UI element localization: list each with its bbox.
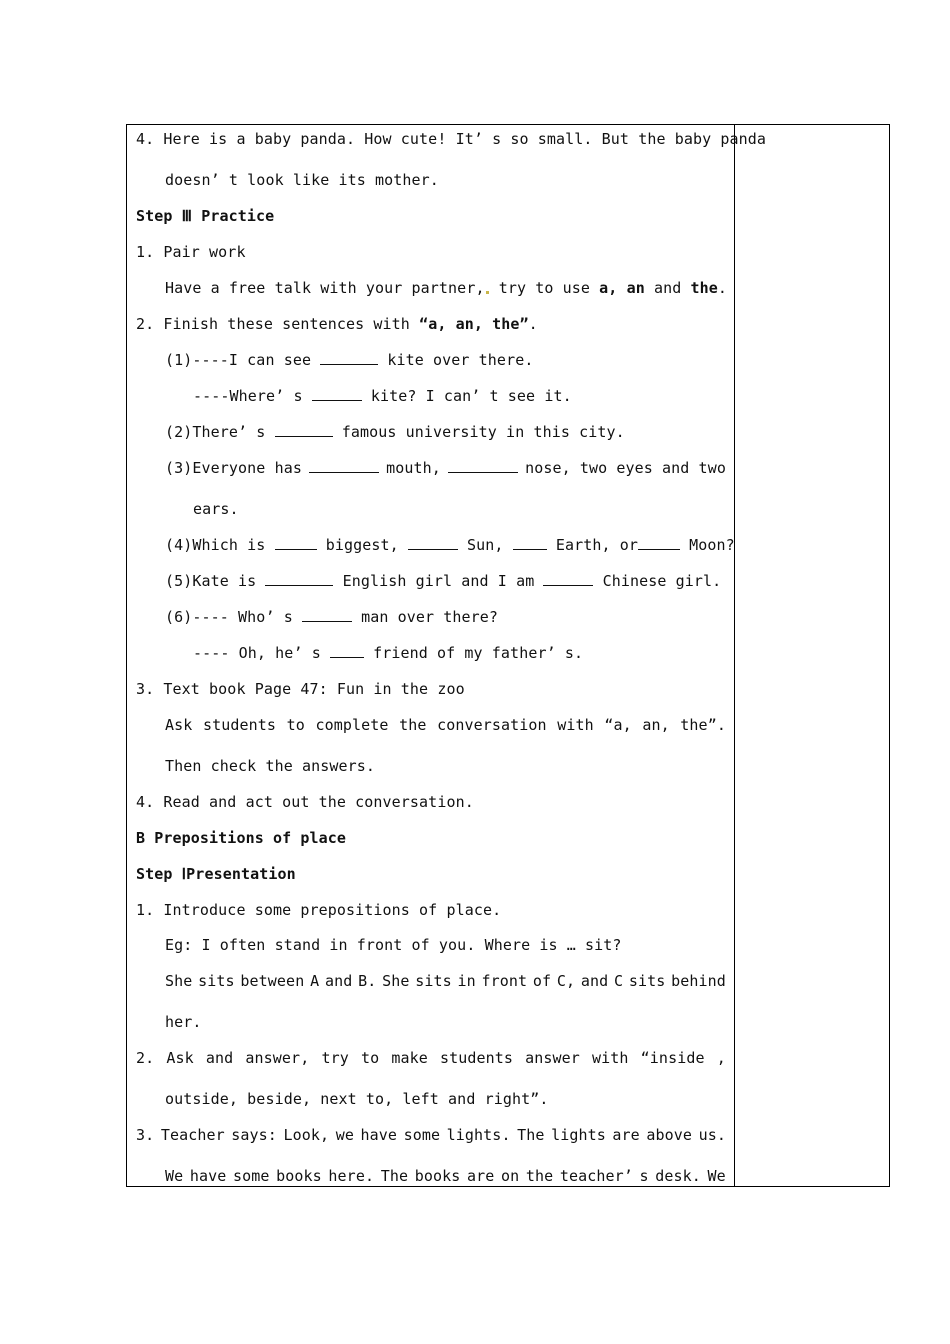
word: and	[205, 1049, 234, 1067]
word: ,	[716, 1049, 726, 1067]
text-span: mouth,	[386, 459, 441, 477]
word: above	[646, 1126, 693, 1144]
edit-mark	[486, 291, 489, 294]
text-line: outside, beside, next to, left and right”.	[165, 1090, 549, 1108]
text-line: 4. Read and act out the conversation.	[136, 793, 474, 811]
word: of	[532, 972, 552, 990]
word: students	[439, 1049, 514, 1067]
word: says:	[231, 1126, 277, 1144]
word: Teacher	[160, 1126, 225, 1144]
answer-blank	[513, 535, 547, 550]
word: to	[360, 1049, 380, 1067]
word: 3.	[136, 1126, 155, 1144]
answer-blank	[302, 607, 352, 622]
word: sits	[628, 972, 666, 990]
word: have	[360, 1126, 398, 1144]
word: C	[614, 972, 624, 990]
section-heading: Step ⅠPresentation	[136, 865, 296, 883]
answer-blank	[408, 535, 458, 550]
word: students	[202, 716, 277, 734]
word: books	[414, 1167, 461, 1185]
text-line: doesn’ t look like its mother.	[165, 171, 439, 189]
word: and	[580, 972, 609, 990]
exercise-line	[193, 386, 572, 406]
text-span: and	[644, 279, 691, 297]
word: have	[189, 1167, 227, 1185]
word: A	[310, 972, 320, 990]
word: Ask	[166, 1049, 194, 1067]
word: sits	[198, 972, 235, 990]
text-line: 1. Introduce some prepositions of place.	[136, 901, 502, 919]
text-span: kite? I can’ t see it.	[361, 387, 572, 405]
exercise-line	[165, 458, 726, 478]
word: are	[612, 1126, 640, 1144]
word: She	[165, 972, 193, 990]
word: the	[525, 1167, 554, 1185]
text-span: (5)Kate is	[165, 572, 266, 590]
word: We	[165, 1167, 184, 1185]
text-line: 4. Here is a baby panda. How cute! It’ s so small. But the baby panda	[136, 130, 767, 148]
justified-line	[136, 1048, 726, 1068]
word: an,	[642, 716, 670, 734]
text-line	[165, 278, 727, 298]
word: front	[481, 972, 528, 990]
exercise-line	[165, 422, 625, 442]
word: Ask	[165, 716, 193, 734]
word: The	[517, 1126, 545, 1144]
text-span: (1)----I can see	[165, 351, 321, 369]
text-span: kite over there.	[378, 351, 534, 369]
word: us.	[698, 1126, 726, 1144]
exercise-line	[193, 643, 583, 663]
text-span: nose, two eyes and two	[525, 459, 726, 477]
text-span: Earth, or	[546, 536, 638, 554]
bold-word: a,	[599, 279, 618, 297]
justified-line	[165, 971, 726, 991]
answer-blank	[330, 643, 364, 658]
justified-line	[136, 1125, 726, 1145]
word: in	[457, 972, 476, 990]
text-span: Chinese girl.	[593, 572, 722, 590]
word: to	[286, 716, 305, 734]
answer-blank	[543, 571, 593, 586]
word: on	[500, 1167, 520, 1185]
text-line: 3. Text book Page 47: Fun in the zoo	[136, 680, 465, 698]
exercise-line: ears.	[193, 500, 239, 518]
word: teacher’	[559, 1167, 633, 1185]
text-span: (6)---- Who’ s	[165, 608, 302, 626]
word: with	[592, 1049, 629, 1067]
text-span: Have a free talk with your partner,	[165, 279, 485, 297]
exercise-line	[165, 350, 533, 370]
text-span: (3)Everyone has	[165, 459, 302, 477]
answer-blank	[312, 386, 362, 401]
word: some	[403, 1126, 441, 1144]
word: with	[557, 716, 594, 734]
answer-blank	[265, 571, 333, 586]
lesson-table	[126, 124, 890, 1187]
answer-blank	[275, 535, 317, 550]
text-span: ---- Oh, he’ s	[193, 644, 330, 662]
answer-blank	[448, 458, 518, 473]
word: behind	[671, 972, 726, 990]
text-span: English girl and I am	[333, 572, 544, 590]
exercise-line	[165, 571, 721, 591]
word: s	[639, 1167, 649, 1185]
word: The	[380, 1167, 409, 1185]
text-line: 1. Pair work	[136, 243, 246, 261]
word: “a,	[604, 716, 632, 734]
word: 2.	[136, 1049, 155, 1067]
answer-blank	[275, 422, 333, 437]
word: answer,	[245, 1049, 310, 1067]
text-span: famous university in this city.	[332, 423, 625, 441]
justified-line	[165, 715, 726, 735]
bold-word: “a, an, the”	[419, 315, 529, 333]
word: answer	[525, 1049, 580, 1067]
text-span: try to use	[489, 279, 600, 297]
word: conversation	[437, 716, 547, 734]
section-heading: Step Ⅲ Practice	[136, 207, 275, 225]
word: sits	[415, 972, 452, 990]
word: lights.	[446, 1126, 511, 1144]
word: C,	[556, 972, 576, 990]
text-line: Then check the answers.	[165, 757, 376, 775]
text-line: Eg: I often stand in front of you. Where is … sit?	[165, 936, 622, 954]
justified-line	[165, 1166, 726, 1186]
word: between	[240, 972, 305, 990]
word: books	[276, 1167, 322, 1185]
bold-word: the	[690, 279, 718, 297]
text-line: her.	[165, 1013, 202, 1031]
text-span: (4)Which is	[165, 536, 275, 554]
text-span: .	[717, 279, 728, 297]
exercise-line	[165, 535, 735, 555]
word: lights	[551, 1126, 606, 1144]
word: complete	[315, 716, 389, 734]
text-span: friend of my father’ s.	[363, 644, 584, 662]
word: She	[382, 972, 410, 990]
text-span: man over there?	[351, 608, 499, 626]
section-heading: B Prepositions of place	[136, 829, 347, 847]
word: are	[466, 1167, 495, 1185]
answer-blank	[320, 350, 378, 365]
answer-blank	[638, 535, 680, 550]
text-span: .	[528, 315, 538, 333]
answer-blank	[309, 458, 379, 473]
word: desk.	[655, 1167, 701, 1185]
word: try	[321, 1049, 349, 1067]
word: make	[391, 1049, 428, 1067]
word: and	[324, 972, 353, 990]
text-span: Sun,	[457, 536, 513, 554]
text-line	[136, 314, 538, 334]
text-span: ----Where’ s	[193, 387, 312, 405]
notes-column	[735, 125, 889, 1186]
word: the	[399, 716, 427, 734]
text-span: (2)There’ s	[165, 423, 275, 441]
word: we	[335, 1126, 354, 1144]
exercise-line	[165, 607, 498, 627]
word: “inside	[640, 1049, 705, 1067]
bold-word: an	[626, 279, 645, 297]
word: Look,	[283, 1126, 330, 1144]
word: here.	[328, 1167, 375, 1185]
word: B.	[358, 972, 377, 990]
word: some	[233, 1167, 270, 1185]
word: We	[707, 1167, 726, 1185]
text-span: 2. Finish these sentences with	[136, 315, 420, 333]
word: the”.	[680, 716, 726, 734]
text-span: biggest,	[316, 536, 408, 554]
text-span: Moon?	[680, 536, 735, 554]
